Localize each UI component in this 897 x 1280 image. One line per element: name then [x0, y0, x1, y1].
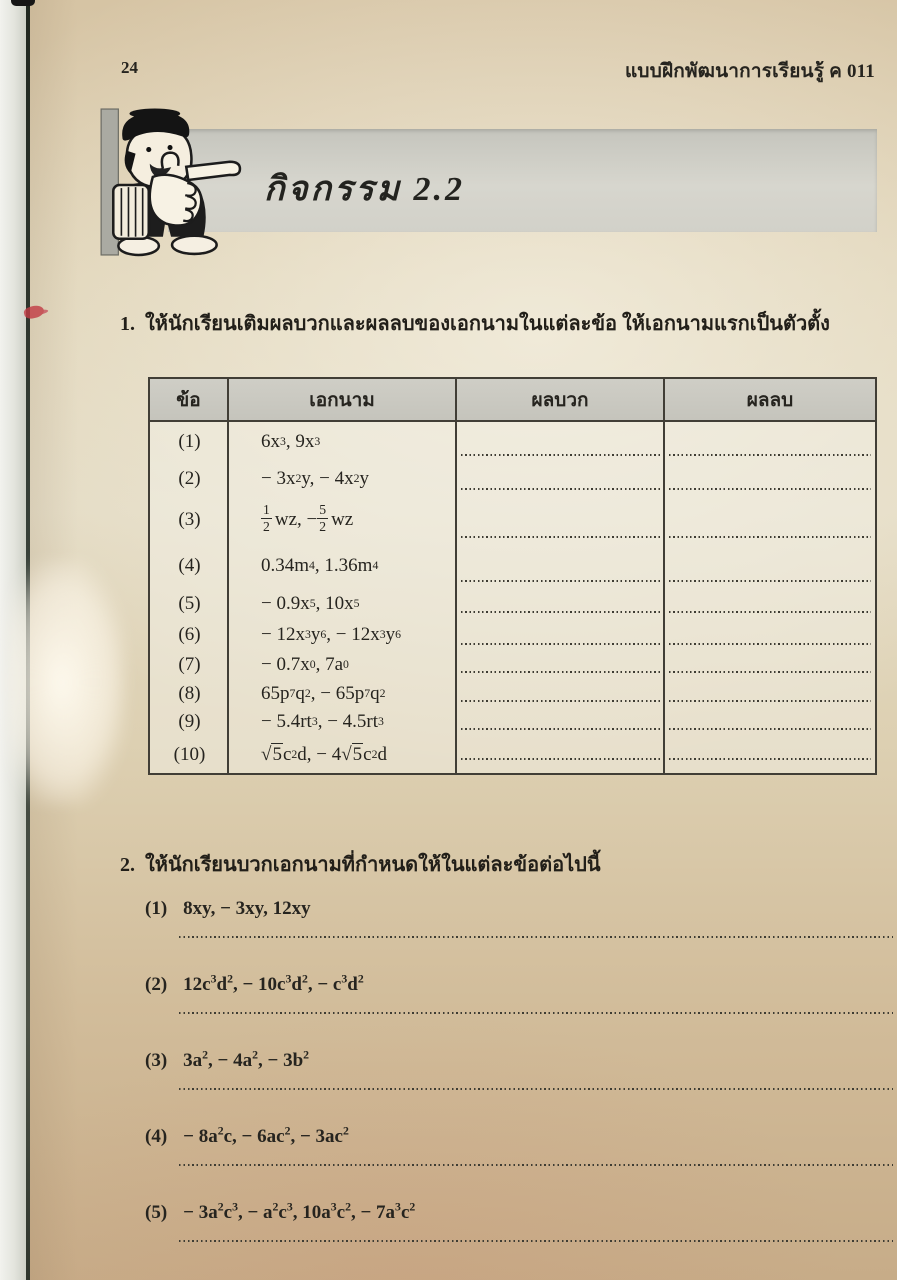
difference-cell [665, 619, 875, 651]
table-row [150, 462, 875, 496]
monomial-expression: 6x 3 , 9x 3 [261, 431, 321, 452]
table-row [150, 651, 875, 679]
row-number: (1) [178, 431, 201, 452]
table-header-row [150, 379, 875, 422]
section1-instruction: ให้นักเรียนเติมผลบวกและผลลบของเอกนามในแต่ละข้อ ให้เอกนามแรกเป็นตัวตั้ง [145, 313, 830, 335]
row-number: (8) [178, 682, 201, 704]
row-number: (7) [178, 654, 201, 675]
sum-answer-line [461, 728, 661, 730]
difference-answer-line [669, 758, 871, 760]
difference-answer-line [669, 488, 871, 490]
monomial-table [148, 377, 877, 775]
activity-banner [168, 129, 877, 232]
table-header-sum: ผลบวก [457, 379, 665, 420]
monomial-expression: 0.34m 4 , 1.36m 4 [261, 555, 379, 576]
monomial-expression: − 0.7x 0 , 7a 0 [261, 654, 349, 675]
table-row [150, 736, 875, 773]
activity-title: กิจกรรม 2.2 [264, 171, 466, 208]
sum-cell [457, 736, 665, 773]
table-row [150, 544, 875, 588]
exercise-item [123, 1050, 893, 1126]
answer-line [179, 1240, 893, 1242]
item-expression: $3a^2$, − $4a^2$, − $3b^2$ [183, 1048, 310, 1071]
exercise-item [123, 1126, 893, 1202]
difference-answer-line [669, 580, 871, 582]
sum-answer-line [461, 536, 661, 538]
sum-answer-line [461, 700, 661, 702]
row-number: (4) [178, 555, 201, 576]
section1-heading [120, 307, 885, 339]
sum-answer-line [461, 758, 661, 760]
table-row [150, 588, 875, 619]
monomial-expression: − 12x 3 y 6 , − 12x 3 y 6 [261, 624, 401, 645]
monomial-expression: − 5.4rt 3 , − 4.5rt 3 [261, 711, 384, 732]
difference-cell [665, 588, 875, 619]
item-expression: 8xy, − 3xy, 12xy [183, 898, 311, 919]
difference-answer-line [669, 643, 871, 645]
difference-cell [665, 651, 875, 679]
table-header-difference: ผลลบ [746, 389, 794, 411]
table-header-no: ข้อ [150, 379, 229, 420]
row-number: (6) [178, 624, 201, 645]
monomial-expression: − 3x 2 y, − 4x 2 y [261, 468, 369, 489]
table-row [150, 679, 875, 708]
exercise-item [123, 1202, 893, 1278]
table-column-divider [455, 422, 457, 773]
scan-glare [8, 560, 126, 805]
difference-cell [665, 422, 875, 462]
item-expression: − $8a^2c$, − $6ac^2$, − $3ac^2$ [183, 1124, 349, 1147]
answer-line [179, 936, 893, 938]
section2-items [123, 898, 893, 1278]
sum-cell [457, 651, 665, 679]
table-body [150, 422, 875, 773]
sum-answer-line [461, 580, 661, 582]
sum-cell [457, 422, 665, 462]
sum-answer-line [461, 643, 661, 645]
monomial-expression: √5 c 2 d, − 4 √5 c 2 d [261, 743, 387, 765]
item-expression: $12c^3d^2$, − $10c^3d^2$, − $c^3d^2$ [183, 972, 364, 995]
table-column-divider [663, 422, 665, 773]
difference-answer-line [669, 536, 871, 538]
difference-answer-line [669, 611, 871, 613]
section2-instruction: ให้นักเรียนบวกเอกนามที่กำหนดให้ในแต่ละข้อต่อไปนี้ [145, 854, 601, 876]
sum-cell [457, 588, 665, 619]
item-expression: − $3a^2c^3$, − $a^2c^3$, $10a^3c^2$, − $7a^3c^2$ [183, 1200, 416, 1223]
difference-cell [665, 544, 875, 588]
sum-answer-line [461, 611, 661, 613]
monomial-expression: − 0.9x 5 , 10x 5 [261, 592, 360, 614]
sum-answer-line [461, 671, 661, 673]
difference-cell [665, 679, 875, 708]
answer-line [179, 1164, 893, 1166]
difference-cell [665, 496, 875, 544]
difference-answer-line [669, 728, 871, 730]
sum-cell [457, 462, 665, 496]
pointing-boy-icon [92, 106, 244, 258]
row-number: (2) [178, 468, 201, 489]
difference-answer-line [669, 700, 871, 702]
item-number: (1) [145, 898, 168, 919]
item-number: (5) [145, 1202, 168, 1223]
sum-cell [457, 496, 665, 544]
book-title: แบบฝึกพัฒนาการเรียนรู้ ค 011 [624, 61, 875, 82]
difference-cell [665, 462, 875, 496]
table-column-divider [227, 422, 229, 773]
monomial-expression: $\frac{1}{2}$ wz, − $\frac{5}{2}$ wz [263, 502, 354, 534]
sum-cell [457, 708, 665, 736]
table-row [150, 708, 875, 736]
difference-cell [665, 736, 875, 773]
difference-cell [665, 708, 875, 736]
row-number: (5) [178, 592, 201, 614]
section2-heading [120, 848, 885, 880]
section1-number: 1. [120, 313, 135, 335]
page-number: 24 [121, 58, 138, 77]
table-row [150, 422, 875, 462]
item-number: (4) [145, 1126, 168, 1147]
sum-answer-line [461, 454, 661, 456]
item-number: (2) [145, 974, 168, 995]
sum-cell [457, 619, 665, 651]
row-number: (9) [178, 711, 201, 732]
row-number: (10) [173, 743, 206, 765]
sum-cell [457, 544, 665, 588]
table-row [150, 619, 875, 651]
answer-line [179, 1012, 893, 1014]
sum-cell [457, 679, 665, 708]
difference-answer-line [669, 671, 871, 673]
sum-answer-line [461, 488, 661, 490]
row-number: (3) [178, 509, 201, 530]
item-number: (3) [145, 1050, 168, 1071]
table-header-monomial: เอกนาม [229, 379, 457, 420]
difference-answer-line [669, 454, 871, 456]
table-row [150, 496, 875, 544]
scan-corner-artifact [11, 0, 35, 6]
exercise-item [123, 974, 893, 1050]
monomial-expression: 65p 7 q 2 , − 65p 7 q 2 [261, 682, 386, 704]
exercise-item [123, 898, 893, 974]
answer-line [179, 1088, 893, 1090]
section2-number: 2. [120, 854, 135, 876]
